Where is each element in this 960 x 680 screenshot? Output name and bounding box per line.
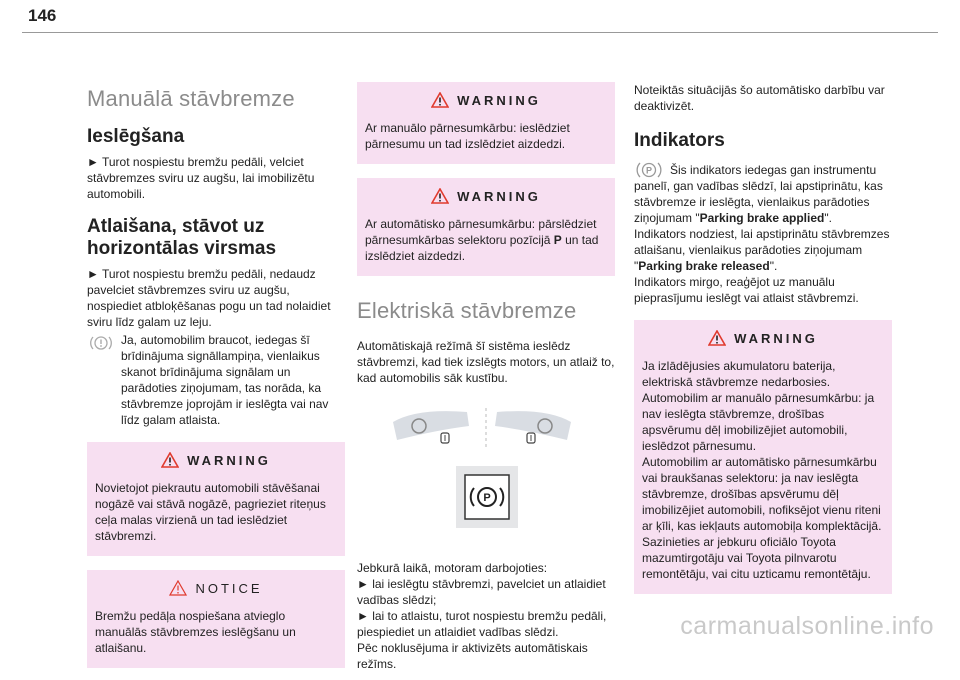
warning-box-auto-gearbox [357, 178, 615, 276]
warning-label: WARNING [457, 92, 541, 108]
dashboard-switch-illustration [357, 400, 615, 560]
heading-engaging: Ieslēgšana [87, 126, 185, 147]
warning-triangle-icon [161, 452, 179, 468]
warning-label: WARNING [734, 330, 818, 346]
column-3 [634, 82, 892, 606]
warning-triangle-icon [708, 330, 726, 346]
bullet-engage: ► lai ieslēgtu stāvbremzi, pavelciet un atlaidiet vadības slēdzi; [357, 577, 606, 607]
warning-lamp-text: Ja, automobilim braucot, iedegas šī brīdinājuma signāllampiņa, vienlaikus skanot brīdinājuma signālam un parādoties ziņojumam, tas norāda, ka stāvbremze joprojām ir ieslēgta vai nav līdz galam atlaista. [121, 333, 329, 427]
notice-triangle-icon [169, 580, 187, 596]
releasing-text: ► Turot nospiestu bremžu pedāli, nedaudz pavelciet stāvbremzes sviru uz augšu, nospiediet atbloķēšanas pogu un tad nolaidiet sviru līdz galam uz leju. [87, 267, 331, 329]
warning-text: Ar manuālo pārnesumkārbu: ieslēdziet pārnesumu un tad izslēdziet aizdedzi. [365, 121, 570, 151]
warning-header [365, 92, 607, 108]
warning-box-battery [634, 320, 892, 594]
operation-text: Jebkurā laikā, motoram darbojoties: [357, 561, 548, 575]
svg-text:P: P [483, 492, 491, 504]
warning-triangle-icon [431, 188, 449, 204]
column-2 [357, 82, 615, 672]
warning-box-manual-gearbox [357, 82, 615, 164]
svg-text:P: P [645, 165, 653, 176]
heading-releasing: Atlaišana, stāvot uz horizontālas virsmas [87, 216, 277, 259]
deactivate-text: Noteiktās situācijās šo automātisko darbību var deaktivizēt. [634, 83, 885, 113]
notice-text: Bremžu pedāļa nospiešana atvieglo manuālās stāvbremzes ieslēgšanu un atlaišanu. [95, 609, 296, 655]
engaging-text: ► Turot nospiestu bremžu pedāli, velciet stāvbremzes sviru uz augšu, lai imobilizētu automobili. [87, 155, 315, 201]
control-illustration [357, 400, 615, 560]
warning-text: Ar automātisko pārnesumkārbu: pārslēdziet pārnesumkārbas selektoru pozīcijā P un tad izslēdziet aizdedzi. [365, 217, 599, 263]
warning-triangle-icon [431, 92, 449, 108]
warning-label: WARNING [457, 188, 541, 204]
warning-box-slope [87, 442, 345, 556]
notice-box-pedal [87, 570, 345, 668]
section-title-electric-brake: Elektriskā stāvbremze [357, 298, 577, 323]
warning-header [365, 188, 607, 204]
warning-header [95, 452, 337, 468]
brake-warning-lamp-icon [87, 334, 115, 352]
page-number: 146 [28, 6, 57, 25]
section-title-manual-brake: Manuālā stāvbremze [87, 86, 295, 111]
bullet-release: ► lai to atlaistu, turot nospiestu bremžu pedāli, piespiediet un atlaidiet vadības slēdzi. [357, 609, 607, 639]
column-1 [87, 72, 345, 680]
notice-header [95, 580, 337, 596]
warning-text: Ja izlādējusies akumulatoru baterija, elektriskā stāvbremze nedarbosies. Automobilim ar manuālo pārnesumkārbu: ja nav ieslēgta stāvbremze, drošības apsvērumu dēļ imobilizējiet automobili, ieslēdzot pārnesumu. Automobilim ar automātisko pārnesumkārbu vai braukšanas selektoru: ja nav ieslēgta stāvbremze, drošības apsvērumu dēļ imobilizējiet automobili, nofiksējot vienu riteni ar ķīli, kas iekļauts automobiļa komplektācijā. Sazinieties ar jebkuru oficiālo Toyota mazumtirgotāju vai Toyota pilnvarotu remontētāju, vai citu uzticamu remontētāju. [642, 359, 882, 581]
default-mode-text: Pēc noklusējuma ir aktivizēts automātiskais režīms. [357, 641, 588, 671]
heading-indicator: Indikators [634, 130, 725, 151]
electric-intro: Automātiskajā režīmā šī sistēma ieslēdz stāvbremzi, kad tiek izslēgts motors, un atlaiž to, kad automobilis sāk kustību. [357, 339, 615, 385]
header-divider [22, 32, 938, 33]
warning-header [642, 330, 884, 346]
watermark: carmanualsonline.info [680, 612, 934, 640]
warning-text: Novietojot piekrautu automobili stāvēšanai nogāzē vai stāvā nogāzē, pagrieziet riteņus ceļa malas virzienā un tad ieslēdziet stāvbremzi. [95, 481, 326, 543]
parking-brake-indicator-icon [634, 160, 664, 180]
warning-label: WARNING [187, 452, 271, 468]
notice-label: NOTICE [195, 580, 263, 596]
indicator-text: Šis indikators iedegas gan instrumentu panelī, gan vadības slēdzī, lai apstiprinātu, kas stāvbremze ir ieslēgta, vienlaikus parādoties ziņojumam "Parking brake applied". Indikators nodziest, lai apstiprinātu stāvbremzes atlaišanu, vienlaikus parādoties ziņojumam "Parking brake released". Indikators mirgo, reaģējot uz manuālu pieprasījumu ieslēgt vai atlaist stāvbremzi. [634, 163, 890, 305]
warning-lamp-note [87, 332, 345, 428]
